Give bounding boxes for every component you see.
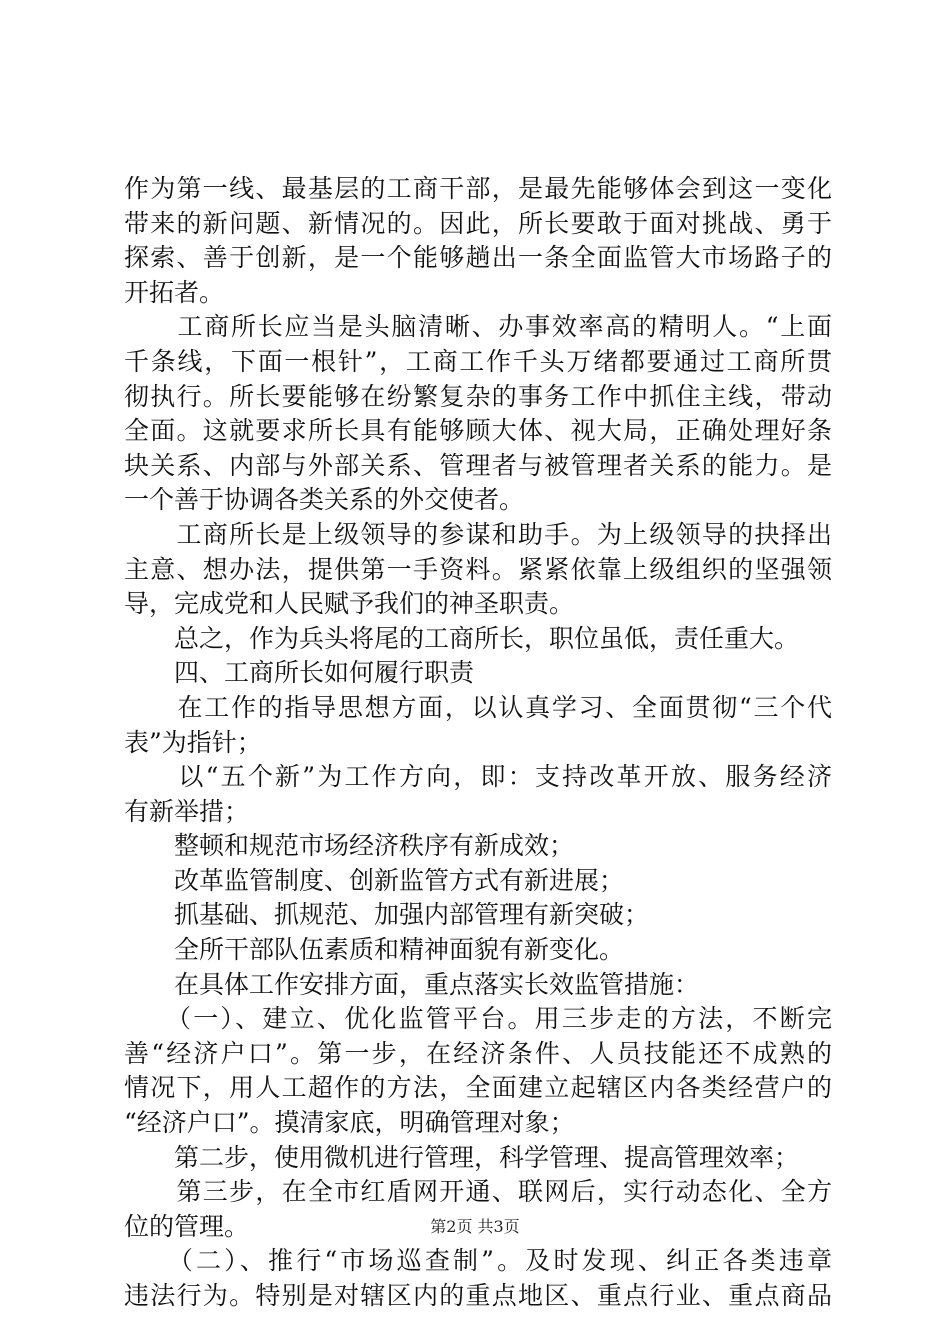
text-line: 在具体工作安排方面，重点落实长效监管措施：	[124, 969, 700, 999]
text-line: 开拓者。	[124, 277, 225, 307]
text-line: 表”为指针；	[124, 727, 262, 757]
text-line: 在工作的指导思想方面，以认真学习、全面贯彻“三个代	[124, 692, 832, 722]
text-line: 一个善于协调各类关系的外交使者。	[124, 485, 525, 515]
text-line: 抓基础、抓规范、加强内部管理有新突破；	[124, 900, 650, 930]
text-line: 善“经济户口”。第一步，在经济条件、人员技能还不成熟的	[124, 1038, 832, 1068]
text-line: 有新举措；	[124, 796, 250, 826]
document-body	[124, 172, 832, 1314]
text-line: “经济户口”。摸清家底，明确管理对象；	[124, 1108, 575, 1138]
text-line: 以“五个新”为工作方向，即：支持改革开放、服务经济	[124, 762, 832, 792]
text-line: 位的管理。	[124, 1211, 250, 1241]
text-line: 带来的新问题、新情况的。因此，所长要敢于面对挑战、勇于	[124, 208, 832, 238]
text-line: 工商所长应当是头脑清晰、办事效率高的精明人。“上面	[124, 312, 832, 342]
text-line: 全面。这就要求所长具有能够顾大体、视大局，正确处理好条	[124, 416, 832, 446]
text-line: 千条线，下面一根针”，工商工作千头万绪都要通过工商所贯	[124, 346, 832, 376]
text-line: 探索、善于创新，是一个能够趟出一条全面监管大市场路子的	[124, 243, 832, 273]
text-line: 整顿和规范市场经济秩序有新成效；	[124, 831, 575, 861]
text-line: 块关系、内部与外部关系、管理者与被管理者关系的能力。是	[124, 450, 832, 480]
text-line: 工商所长是上级领导的参谋和助手。为上级领导的抉择出	[124, 519, 832, 549]
text-line: （一）、建立、优化监管平台。用三步走的方法，不断完	[124, 1004, 832, 1034]
text-line: 全所干部队伍素质和精神面貌有新变化。	[124, 935, 625, 965]
text-line: 导，完成党和人民赋予我们的神圣职责。	[124, 589, 575, 619]
text-line: 作为第一线、最基层的工商干部，是最先能够体会到这一变化	[124, 174, 832, 203]
text-line: 总之，作为兵头将尾的工商所长，职位虽低，责任重大。	[124, 623, 800, 653]
text-line: 情况下，用人工超作的方法，全面建立起辖区内各类经营户的	[124, 1073, 832, 1103]
text-line: 第三步，在全市红盾网开通、联网后，实行动态化、全方	[124, 1177, 832, 1207]
page-footer: 第2页 共3页	[430, 1217, 520, 1236]
text-line: 改革监管制度、创新监管方式有新进展；	[124, 865, 625, 895]
text-line: 主意、想办法，提供第一手资料。紧紧依靠上级组织的坚强领	[124, 554, 832, 584]
text-line: 彻执行。所长要能够在纷繁复杂的事务工作中抓住主线，带动	[124, 381, 832, 411]
text-line: （二）、推行“市场巡查制”。及时发现、纠正各类违章	[124, 1246, 832, 1276]
text-line: 四、工商所长如何履行职责	[124, 658, 475, 688]
text-line: 违法行为。特别是对辖区内的重点地区、重点行业、重点商品	[124, 1281, 832, 1310]
text-line: 第二步，使用微机进行管理，科学管理、提高管理效率；	[124, 1142, 800, 1172]
